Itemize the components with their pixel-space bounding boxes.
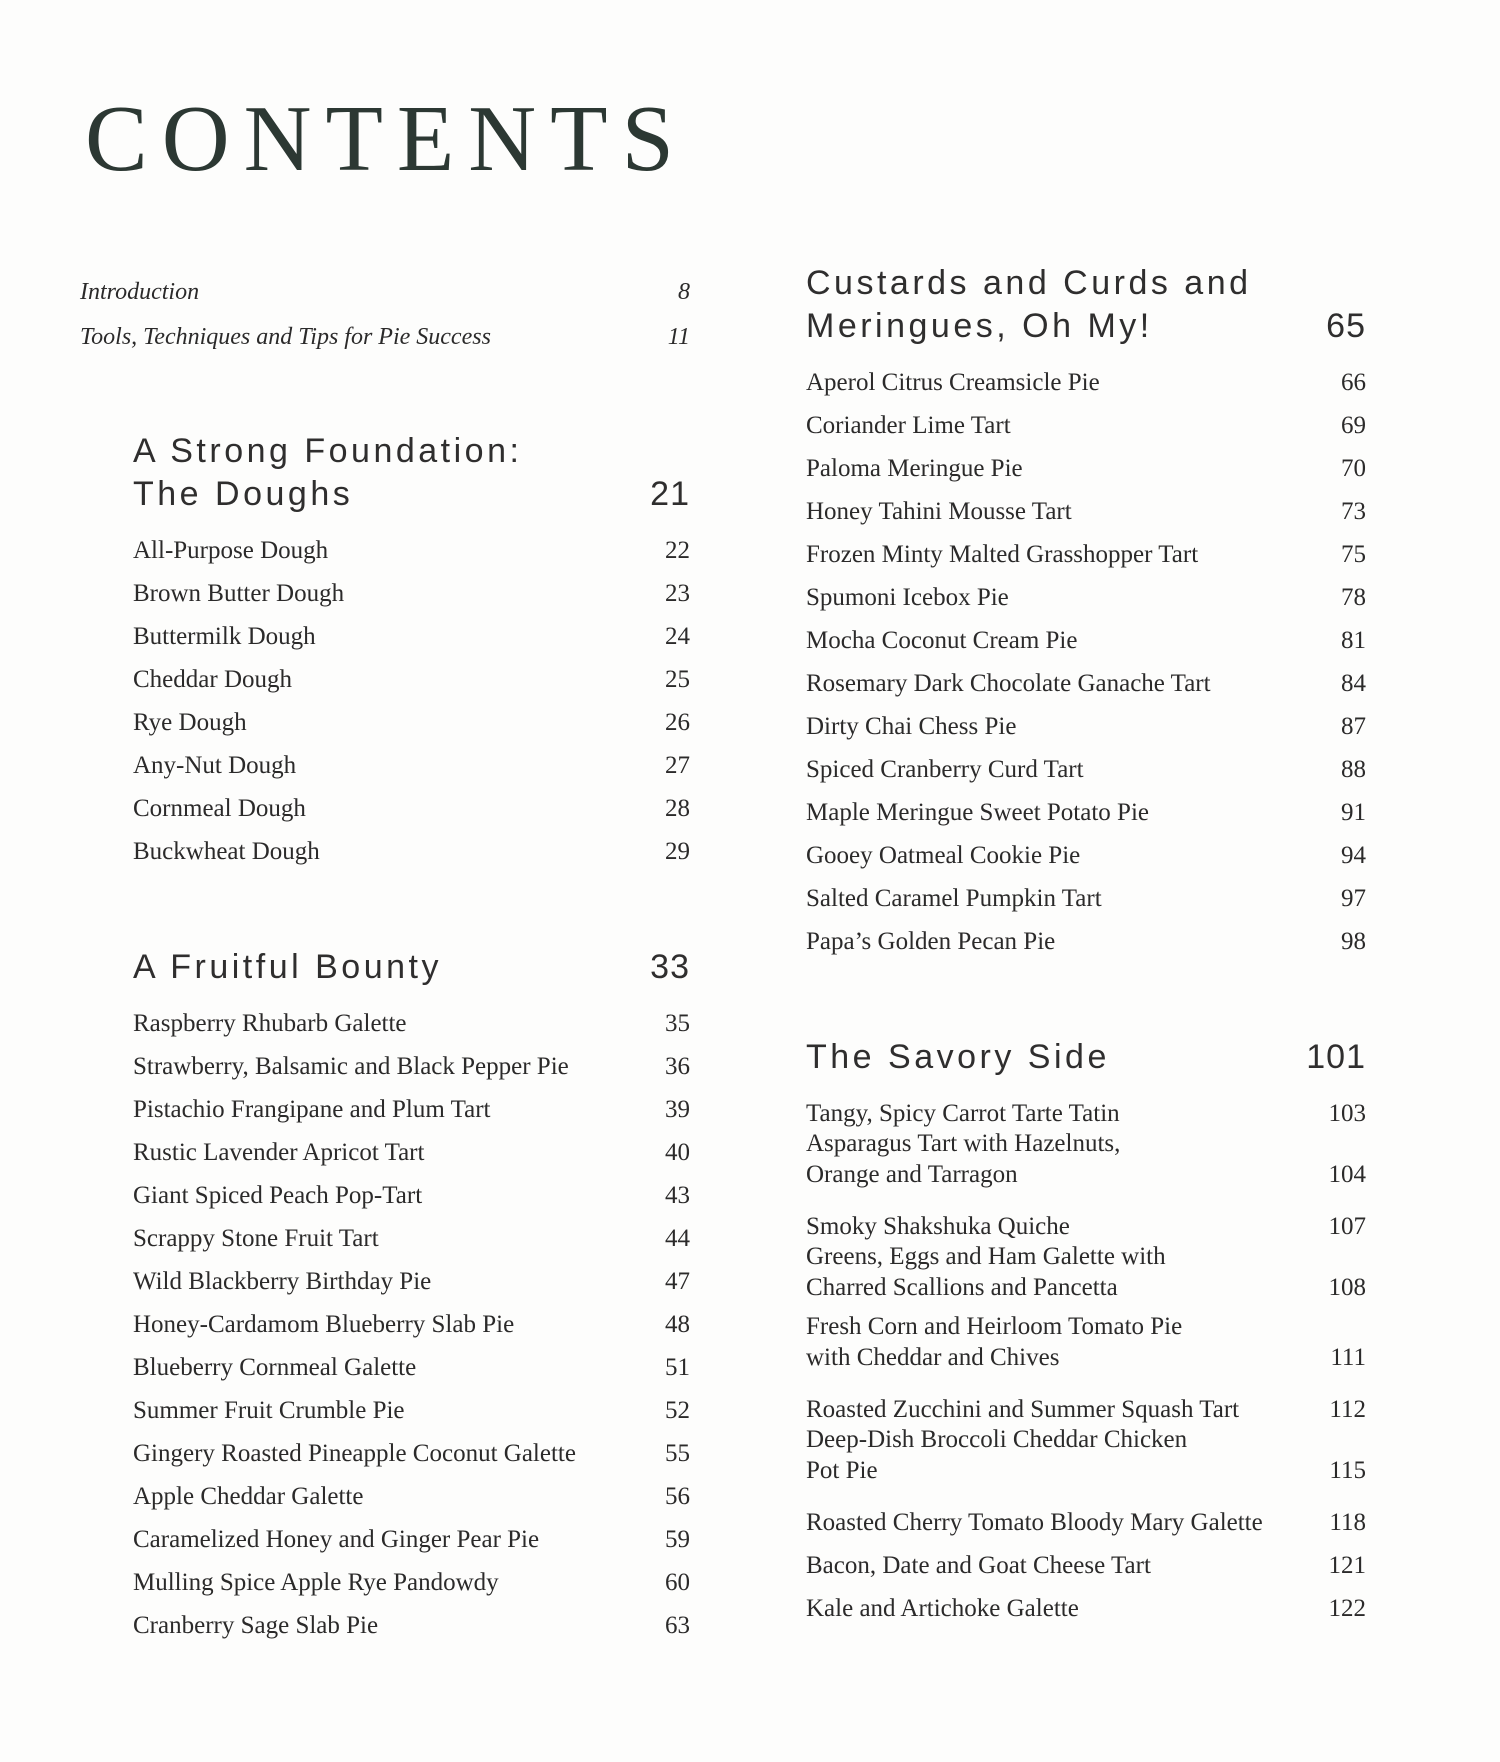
toc-entry[interactable] [133, 1597, 690, 1640]
entry-page: 70 [1341, 455, 1366, 482]
toc-entry[interactable] [133, 1038, 690, 1081]
entry-title: Caramelized Honey and Ginger Pear Pie [133, 1526, 540, 1553]
right-column [806, 262, 1366, 1623]
toc-entry[interactable] [133, 995, 690, 1038]
toc-entry[interactable] [806, 784, 1366, 827]
entry-title: Pistachio Frangipane and Plum Tart [133, 1096, 491, 1123]
entry-page: 111 [1330, 1344, 1366, 1371]
entry-page: 118 [1329, 1509, 1366, 1536]
entry-title: Tangy, Spicy Carrot Tarte Tatin [806, 1100, 1120, 1127]
toc-entry-introduction[interactable] [80, 262, 690, 307]
entry-page: 28 [665, 795, 690, 822]
toc-entry[interactable] [806, 397, 1366, 440]
section-heading[interactable] [806, 262, 1366, 348]
entry-page: 11 [667, 324, 690, 350]
toc-entry[interactable] [133, 694, 690, 737]
entry-page: 8 [678, 279, 690, 305]
toc-entry[interactable] [133, 522, 690, 565]
toc-entry[interactable] [806, 569, 1366, 612]
entry-page: 24 [665, 623, 690, 650]
entry-page: 97 [1341, 885, 1366, 912]
entry-page: 88 [1341, 756, 1366, 783]
entry-title: Rosemary Dark Chocolate Ganache Tart [806, 670, 1211, 697]
section-title: A Strong Foundation: The Doughs [133, 432, 523, 513]
toc-entry[interactable] [133, 1382, 690, 1425]
entry-title: Blueberry Cornmeal Galette [133, 1354, 417, 1381]
toc-entry[interactable] [133, 1124, 690, 1167]
entry-title: Cornmeal Dough [133, 795, 306, 822]
section-heading[interactable] [806, 1036, 1366, 1079]
entry-title: Dirty Chai Chess Pie [806, 713, 1017, 740]
toc-entry[interactable] [806, 1241, 1366, 1303]
entry-page: 112 [1329, 1396, 1366, 1423]
entry-title: Any-Nut Dough [133, 752, 297, 779]
toc-entry[interactable] [806, 655, 1366, 698]
section-heading[interactable] [133, 946, 690, 989]
section-custards [806, 262, 1366, 956]
section-fruit [80, 946, 690, 1640]
toc-entry[interactable] [133, 1468, 690, 1511]
toc-entry-tools[interactable] [80, 307, 690, 352]
entry-title: Coriander Lime Tart [806, 412, 1011, 439]
toc-entry[interactable] [806, 1537, 1366, 1580]
entry-title: Tools, Techniques and Tips for Pie Success [80, 324, 491, 350]
entry-title: Roasted Zucchini and Summer Squash Tart [806, 1396, 1240, 1423]
entry-title: Brown Butter Dough [133, 580, 345, 607]
entry-page: 87 [1341, 713, 1366, 740]
entry-title: Summer Fruit Crumble Pie [133, 1397, 405, 1424]
entry-title: Apple Cheddar Galette [133, 1483, 364, 1510]
toc-entry[interactable] [806, 1311, 1366, 1373]
entry-title: Spiced Cranberry Curd Tart [806, 756, 1084, 783]
entry-title: Frozen Minty Malted Grasshopper Tart [806, 541, 1199, 568]
entry-title: Aperol Citrus Creamsicle Pie [806, 369, 1100, 396]
entry-page: 44 [665, 1225, 690, 1252]
toc-entry[interactable] [806, 827, 1366, 870]
toc-entry[interactable] [806, 440, 1366, 483]
entry-title: Spumoni Icebox Pie [806, 584, 1009, 611]
entry-page: 55 [665, 1440, 690, 1467]
entry-page: 122 [1328, 1595, 1366, 1622]
toc-entry[interactable] [806, 526, 1366, 569]
entry-title: Rye Dough [133, 709, 247, 736]
entry-title: Fresh Corn and Heirloom Tomato Pie with Cheddar and Chives [806, 1313, 1183, 1371]
section-savory [806, 1036, 1366, 1623]
entry-page: 94 [1341, 842, 1366, 869]
entry-page: 22 [665, 537, 690, 564]
entry-page: 52 [665, 1397, 690, 1424]
entry-title: Kale and Artichoke Galette [806, 1595, 1079, 1622]
toc-entry[interactable] [806, 1085, 1366, 1128]
entry-page: 107 [1328, 1213, 1366, 1240]
entry-page: 115 [1329, 1457, 1366, 1484]
entry-page: 121 [1328, 1552, 1366, 1579]
section-title: A Fruitful Bounty [133, 948, 442, 986]
entry-page: 35 [665, 1010, 690, 1037]
toc-entry[interactable] [806, 698, 1366, 741]
intro-list [80, 262, 690, 352]
entry-title: Maple Meringue Sweet Potato Pie [806, 799, 1149, 826]
section-title: The Savory Side [806, 1038, 1110, 1076]
toc-entry[interactable] [806, 483, 1366, 526]
toc-entry[interactable] [806, 741, 1366, 784]
section-page: 33 [650, 948, 690, 986]
entry-title: Gooey Oatmeal Cookie Pie [806, 842, 1081, 869]
section-page: 101 [1306, 1038, 1366, 1076]
page-title: CONTENTS [85, 87, 688, 191]
entry-title: Cranberry Sage Slab Pie [133, 1612, 379, 1639]
entry-page: 108 [1328, 1274, 1366, 1301]
entry-title: Smoky Shakshuka Quiche [806, 1213, 1070, 1240]
toc-entry[interactable] [133, 1167, 690, 1210]
toc-entry[interactable] [806, 1494, 1366, 1537]
entry-title: Raspberry Rhubarb Galette [133, 1010, 407, 1037]
toc-entry[interactable] [133, 823, 690, 866]
toc-entry[interactable] [806, 1198, 1366, 1241]
entry-page: 39 [665, 1096, 690, 1123]
toc-entry[interactable] [133, 651, 690, 694]
toc-entry[interactable] [133, 1253, 690, 1296]
entry-title: Honey-Cardamom Blueberry Slab Pie [133, 1311, 515, 1338]
toc-entry[interactable] [806, 1580, 1366, 1623]
section-doughs [80, 430, 690, 866]
entry-title: Salted Caramel Pumpkin Tart [806, 885, 1102, 912]
entry-title: Mocha Coconut Cream Pie [806, 627, 1078, 654]
entry-page: 104 [1328, 1161, 1366, 1188]
entry-title: Bacon, Date and Goat Cheese Tart [806, 1552, 1151, 1579]
entry-page: 56 [665, 1483, 690, 1510]
entry-page: 27 [665, 752, 690, 779]
toc-entry[interactable] [133, 737, 690, 780]
entry-page: 84 [1341, 670, 1366, 697]
entry-title: Honey Tahini Mousse Tart [806, 498, 1072, 525]
toc-entry[interactable] [806, 913, 1366, 956]
section-page: 21 [650, 475, 690, 513]
entry-title: Cheddar Dough [133, 666, 292, 693]
toc-entry[interactable] [133, 780, 690, 823]
toc-entry[interactable] [133, 1554, 690, 1597]
entry-title: Introduction [80, 279, 200, 305]
entry-title: Paloma Meringue Pie [806, 455, 1023, 482]
toc-entry[interactable] [133, 1425, 690, 1468]
entry-page: 29 [665, 838, 690, 865]
toc-entry[interactable] [806, 612, 1366, 655]
entry-page: 25 [665, 666, 690, 693]
entry-title: Roasted Cherry Tomato Bloody Mary Galette [806, 1509, 1263, 1536]
entry-page: 48 [665, 1311, 690, 1338]
toc-entry[interactable] [133, 1339, 690, 1382]
entry-page: 91 [1341, 799, 1366, 826]
toc-entry[interactable] [133, 608, 690, 651]
entry-title: Wild Blackberry Birthday Pie [133, 1268, 432, 1295]
toc-entry[interactable] [806, 870, 1366, 913]
entry-page: 47 [665, 1268, 690, 1295]
toc-entry[interactable] [133, 1296, 690, 1339]
entry-page: 59 [665, 1526, 690, 1553]
entry-title: Buckwheat Dough [133, 838, 320, 865]
entry-page: 98 [1341, 928, 1366, 955]
entry-title: Scrappy Stone Fruit Tart [133, 1225, 379, 1252]
entry-title: Mulling Spice Apple Rye Pandowdy [133, 1569, 499, 1596]
entry-page: 23 [665, 580, 690, 607]
entry-title: Deep-Dish Broccoli Cheddar Chicken Pot Pie [806, 1426, 1188, 1484]
entry-title: Buttermilk Dough [133, 623, 316, 650]
entry-page: 78 [1341, 584, 1366, 611]
entry-title: Greens, Eggs and Ham Galette with Charred Scallions and Pancetta [806, 1243, 1166, 1301]
entry-page: 66 [1341, 369, 1366, 396]
entry-page: 60 [665, 1569, 690, 1596]
entry-title: Gingery Roasted Pineapple Coconut Galette [133, 1440, 576, 1467]
section-heading[interactable] [133, 430, 690, 516]
entry-page: 51 [665, 1354, 690, 1381]
entry-page: 40 [665, 1139, 690, 1166]
section-title: Custards and Curds and Meringues, Oh My! [806, 264, 1252, 345]
entry-title: All-Purpose Dough [133, 537, 329, 564]
left-column [80, 262, 690, 1640]
entry-page: 103 [1328, 1100, 1366, 1127]
toc-entry[interactable] [133, 1511, 690, 1554]
entry-title: Rustic Lavender Apricot Tart [133, 1139, 425, 1166]
entry-title: Giant Spiced Peach Pop-Tart [133, 1182, 423, 1209]
entry-page: 43 [665, 1182, 690, 1209]
toc-entry[interactable] [133, 565, 690, 608]
entry-page: 69 [1341, 412, 1366, 439]
toc-entry[interactable] [133, 1210, 690, 1253]
toc-entry[interactable] [806, 1424, 1366, 1486]
entry-page: 63 [665, 1612, 690, 1639]
entry-title: Asparagus Tart with Hazelnuts, Orange and Tarragon [806, 1130, 1121, 1188]
toc-entry[interactable] [806, 1381, 1366, 1424]
entry-page: 75 [1341, 541, 1366, 568]
section-page: 65 [1326, 307, 1366, 345]
toc-entry[interactable] [806, 1128, 1366, 1190]
toc-entry[interactable] [806, 354, 1366, 397]
entry-page: 73 [1341, 498, 1366, 525]
entry-page: 81 [1341, 627, 1366, 654]
entry-title: Strawberry, Balsamic and Black Pepper Pie [133, 1053, 569, 1080]
entry-page: 36 [665, 1053, 690, 1080]
entry-page: 26 [665, 709, 690, 736]
entry-title: Papa’s Golden Pecan Pie [806, 928, 1056, 955]
toc-entry[interactable] [133, 1081, 690, 1124]
